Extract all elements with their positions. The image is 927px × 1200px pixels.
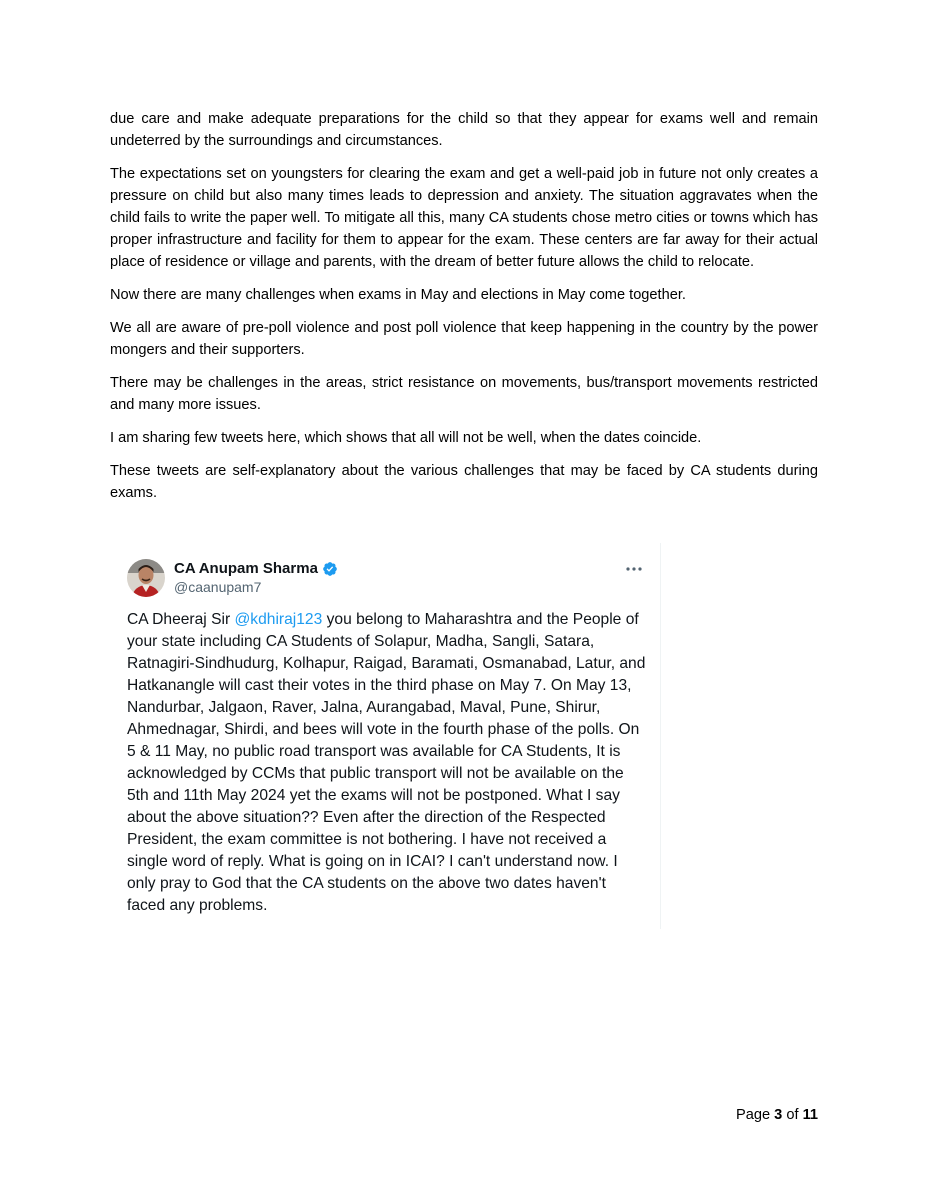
paragraph: There may be challenges in the areas, strict resistance on movements, bus/transport movements restricted and many more issues.	[110, 375, 818, 413]
more-options-icon[interactable]	[624, 561, 644, 577]
current-page-number: 3	[774, 1107, 783, 1123]
embedded-tweet-screenshot	[111, 543, 661, 929]
avatar-photo-icon	[127, 559, 165, 597]
avatar[interactable]	[127, 559, 165, 597]
total-pages-number: 11	[802, 1107, 818, 1123]
tweet-mention-link[interactable]: @kdhiraj123	[234, 611, 323, 628]
paragraph: The expectations set on youngsters for clearing the exam and get a well-paid job in future not only creates a pressure on child but also many times leads to depression and anxiety. The situation aggravates when the child fails to write the paper well. To mitigate all this, many CA students chose metro cities or towns which has proper infrastructure and facility for them to appear for the exam. These centers are far away for their actual place of residence or village and parents, with the dream of better future allows the child to relocate.	[110, 166, 818, 270]
paragraph: We all are aware of pre-poll violence and post poll violence that keep happening in the country by the power mongers and their supporters.	[110, 320, 818, 358]
paragraph: due care and make adequate preparations for the child so that they appear for exams well and remain undeterred by the surroundings and circumstances.	[110, 111, 818, 149]
of-label: of	[786, 1107, 799, 1123]
tweet-text-prefix: CA Dheeraj Sir	[127, 611, 235, 628]
author-name-text: CA Anupam Sharma	[174, 560, 318, 577]
page-label: Page	[735, 1107, 771, 1123]
author-name[interactable]	[174, 559, 338, 579]
author-handle[interactable]: @caanupam7	[174, 579, 262, 595]
tweet-header	[127, 559, 644, 599]
document-body	[110, 108, 818, 515]
tweet-text	[127, 609, 647, 917]
tweet-text-rest: you belong to Maharashtra and the People of your state including CA Students of Solapur, Madha, Sangli, Satara, Ratnagiri-Sindhudurg, Kolhapur, Raigad, Baramati, Osmanabad, Latur, and Hatkanangle will cast their votes in the third phase on May 7. On May 13, Nandurbar, Jalgaon, Raver, Jalna, Aurangabad, Maval, Pune, Shirur, Ahmednagar, Shirdi, and bees will vote in the fourth phase of the polls. On 5 & 11 May, no public road transport was available for CA Students, It is acknowledged by CCMs that public transport will not be available on the 5th and 11th May 2024 yet the exams will not be postponed. What I say about the above situation?? Even after the direction of the Respected President, the exam committee is not bothering. I have not received a single word of reply. What is going on in ICAI? I can't understand now. I only pray to God that the CA students on the above two dates haven't faced any problems.	[127, 611, 646, 914]
page-number-footer	[736, 1105, 818, 1125]
paragraph: These tweets are self-explanatory about the various challenges that may be faced by CA students during exams.	[110, 463, 818, 501]
verified-badge-icon	[322, 561, 338, 577]
paragraph: Now there are many challenges when exams in May and elections in May come together.	[110, 287, 686, 303]
paragraph: I am sharing few tweets here, which shows that all will not be well, when the dates coincide.	[110, 430, 702, 446]
